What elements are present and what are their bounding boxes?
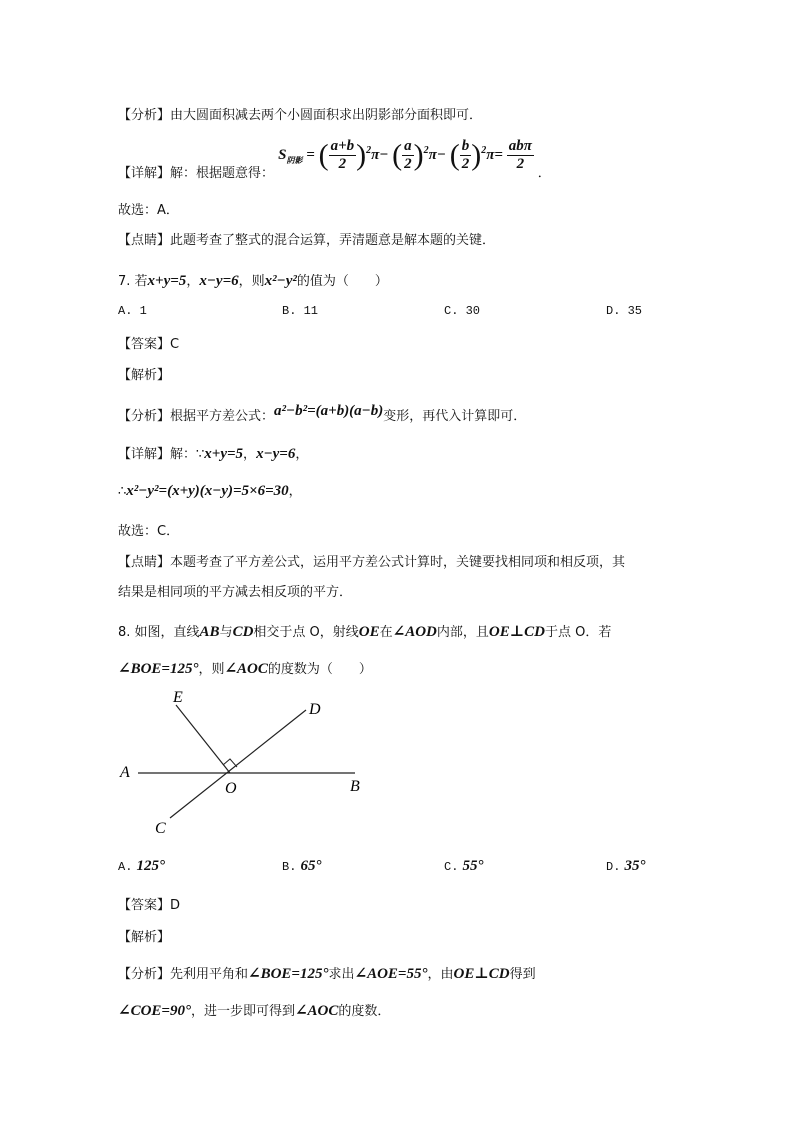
q8-answer: 【答案】D	[118, 898, 181, 913]
prev-comment: 【点睛】此题考查了整式的混合运算，弄清题意是解本题的关键．	[118, 233, 496, 248]
q7-detail: 【详解】解：∵x+y=5，x−y=6，	[118, 446, 309, 462]
q8-jiexi: 【解析】	[118, 930, 171, 945]
prev-analysis: 【分析】由大圆面积减去两个小圆面积求出阴影部分面积即可．	[118, 108, 483, 123]
q7-stem: 7. 若x+y=5，x−y=6，则x²−y²的值为（ ）	[118, 273, 388, 289]
q8-option-a: A. 125°	[118, 858, 166, 874]
q7-answer: 【答案】C	[118, 337, 180, 352]
label-a: A	[120, 764, 130, 781]
q8-analysis-2: ∠COE=90°，进一步即可得到∠AOC的度数．	[118, 1003, 391, 1019]
q8-option-b: B. 65°	[282, 858, 322, 874]
q7-comment-1: 【点睛】本题考查了平方差公式，运用平方差公式计算时，关键要找相同项和相反项，其	[118, 555, 626, 570]
q7-choice: 故选：C．	[118, 524, 180, 539]
q8-stem-1: 8. 如图，直线AB与CD相交于点 O，射线OE在∠AOD内部，且OE⊥CD于点 O．若	[118, 624, 612, 640]
q8-option-d: D. 35°	[606, 858, 646, 874]
label-e: E	[173, 689, 183, 706]
q7-option-d: D. 35	[606, 304, 643, 318]
q7-option-b: B. 11	[282, 304, 319, 318]
q7-analysis: 【分析】根据平方差公式：a²−b²=(a+b)(a−b)变形，再代入计算即可．	[118, 403, 527, 424]
ray-oe	[176, 705, 230, 773]
detail-label: 【详解】解：根据题意得：	[118, 165, 275, 181]
label-o: O	[225, 780, 237, 797]
q7-option-c: C. 30	[444, 304, 481, 318]
prev-detail: 【详解】解：根据题意得： $S_{阴影}$ = ( $\frac{a+b}{2}$ )$^2$π− ( $\frac{a}{2}$ )$^2$π− ( $\frac{b}{2}$ )$^2$π= $\frac{\text{abπ}}{2}$ ．	[118, 138, 551, 181]
q7-option-a: A. 1	[118, 304, 147, 318]
area-formula: $S_{阴影}$ = ( $\frac{a+b}{2}$ )$^2$π− ( $\frac{a}{2}$ )$^2$π− ( $\frac{b}{2}$ )$^2$π= $\frac{\text{abπ}}{2}$	[278, 138, 532, 172]
q8-analysis-1: 【分析】先利用平角和∠BOE=125°求出∠AOE=55°，由OE⊥CD得到	[118, 966, 536, 982]
label-c: C	[155, 820, 166, 837]
q7-calc: ∴x²−y²=(x+y)(x−y)=5×6=30，	[118, 483, 302, 499]
prev-choice: 故选：A．	[118, 203, 179, 218]
q8-stem-2: ∠BOE=125°，则∠AOC的度数为（ ）	[118, 661, 372, 677]
q7-comment-2: 结果是相同项的平方减去相反项的平方．	[118, 585, 353, 600]
label-d: D	[309, 701, 321, 718]
q7-jiexi: 【解析】	[118, 368, 171, 383]
line-cd	[170, 710, 306, 818]
q8-option-c: C. 55°	[444, 858, 484, 874]
label-b: B	[350, 778, 360, 795]
